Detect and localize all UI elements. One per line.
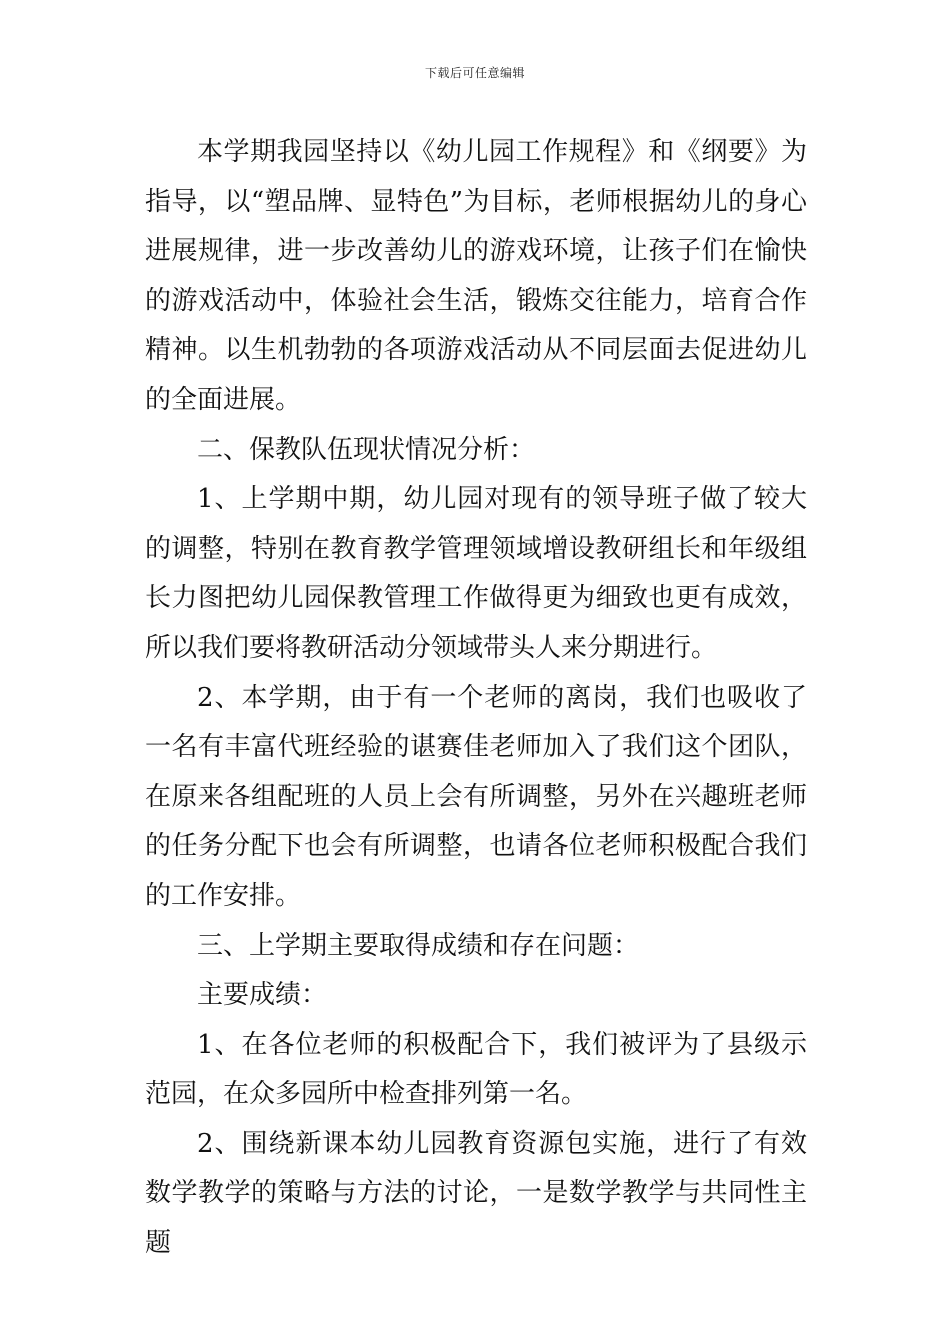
paragraph-intro: 本学期我园坚持以《幼儿园工作规程》和《纲要》为指导，以“塑品牌、显特色”为目标，老师根据幼儿的身心进展规律，进一步改善幼儿的游戏环境，让孩子们在愉快的游戏活动中，体验社会生活，锻炼交往能力，培育合作精神。以生机勃勃的各项游戏活动从不同层面去促进幼儿的全面进展。	[145, 137, 807, 415]
paragraph-achievement-1: 1、在各位老师的积极配合下，我们被评为了县级示范园，在众多园所中检查排列第一名。	[145, 1029, 807, 1110]
document-body	[145, 128, 807, 1269]
section-heading-achievements-problems: 三、上学期主要取得成绩和存在问题：	[197, 930, 640, 961]
subheading-main-achievements: 主要成绩：	[197, 980, 328, 1011]
paragraph-achievement-2: 2、围绕新课本幼儿园教育资源包实施，进行了有效数学教学的策略与方法的讨论，一是数学教学与共同性主题	[145, 1128, 807, 1259]
paragraph-team-item-1: 1、上学期中期，幼儿园对现有的领导班子做了较大的调整，特别在教育教学管理领域增设教研组长和年级组长力图把幼儿园保教管理工作做得更为细致也更有成效，所以我们要将教研活动分领域带头人来分期进行。	[145, 484, 807, 663]
paragraph-team-item-2: 2、本学期，由于有一个老师的离岗，我们也吸收了一名有丰富代班经验的谌赛佳老师加入了我们这个团队，在原来各组配班的人员上会有所调整，另外在兴趣班老师的任务分配下也会有所调整，也请各位老师积极配合我们的工作安排。	[145, 682, 807, 911]
header-note: 下载后可任意编辑	[424, 66, 525, 80]
section-heading-team-analysis: 二、保教队伍现状情况分析：	[197, 434, 536, 465]
